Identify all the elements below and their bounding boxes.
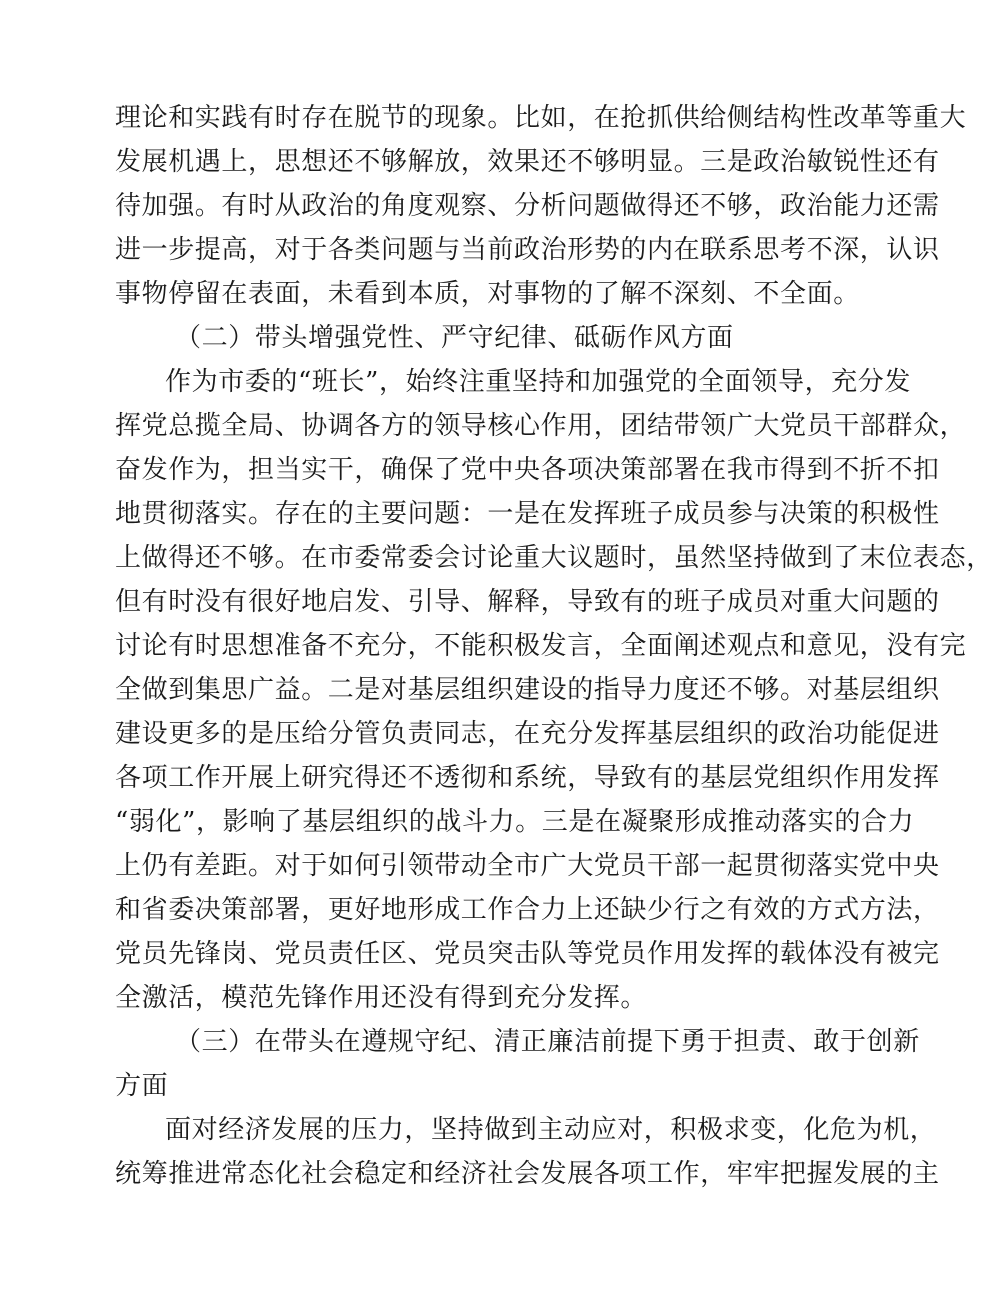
- text-line: 事物停留在表面，未看到本质，对事物的了解不深刻、不全面。: [115, 279, 860, 309]
- section-heading-continuation: 方面: [115, 1071, 169, 1101]
- text-line: 发展机遇上，思想还不够解放，效果还不够明显。三是政治敏锐性还有: [115, 147, 940, 177]
- text-line: 统筹推进常态化社会稳定和经济社会发展各项工作，牢牢把握发展的主: [115, 1159, 940, 1189]
- text-line: 上做得还不够。在市委常委会讨论重大议题时，虽然坚持做到了末位表态，: [115, 543, 993, 573]
- text-line: 地贯彻落实。存在的主要问题：一是在发挥班子成员参与决策的积极性: [115, 499, 940, 529]
- text-line: 理论和实践有时存在脱节的现象。比如，在抢抓供给侧结构性改革等重大: [115, 103, 967, 133]
- text-line: 上仍有差距。对于如何引领带动全市广大党员干部一起贯彻落实党中央: [115, 851, 940, 881]
- text-line: 全激活，模范先锋作用还没有得到充分发挥。: [115, 983, 648, 1013]
- section-heading: （二）带头增强党性、严守纪律、砥砺作风方面: [175, 323, 734, 353]
- text-line: 奋发作为，担当实干，确保了党中央各项决策部署在我市得到不折不扣: [115, 455, 940, 485]
- text-line: 但有时没有很好地启发、引导、解释，导致有的班子成员对重大问题的: [115, 587, 940, 617]
- text-line: 建设更多的是压给分管负责同志，在充分发挥基层组织的政治功能促进: [115, 719, 940, 749]
- text-line: “弱化”，影响了基层组织的战斗力。三是在凝聚形成推动落实的合力: [115, 807, 915, 837]
- paragraph-first-line: 面对经济发展的压力，坚持做到主动应对，积极求变，化危为机，: [165, 1115, 937, 1145]
- text-line: 党员先锋岗、党员责任区、党员突击队等党员作用发挥的载体没有被完: [115, 939, 940, 969]
- text-line: 挥党总揽全局、协调各方的领导核心作用，团结带领广大党员干部群众，: [115, 411, 967, 441]
- text-line: 讨论有时思想准备不充分，不能积极发言，全面阐述观点和意见，没有完: [115, 631, 967, 661]
- text-line: 各项工作开展上研究得还不透彻和系统，导致有的基层党组织作用发挥: [115, 763, 940, 793]
- text-line: 进一步提高，对于各类问题与当前政治形势的内在联系思考不深，认识: [115, 235, 940, 265]
- section-heading: （三）在带头在遵规守纪、清正廉洁前提下勇于担责、敢于创新: [175, 1027, 920, 1057]
- text-line: 和省委决策部署，更好地形成工作合力上还缺少行之有效的方式方法，: [115, 895, 940, 925]
- paragraph-first-line: 作为市委的“班长”，始终注重坚持和加强党的全面领导，充分发: [165, 367, 911, 397]
- text-line: 待加强。有时从政治的角度观察、分析问题做得还不够，政治能力还需: [115, 191, 940, 221]
- text-line: 全做到集思广益。二是对基层组织建设的指导力度还不够。对基层组织: [115, 675, 940, 705]
